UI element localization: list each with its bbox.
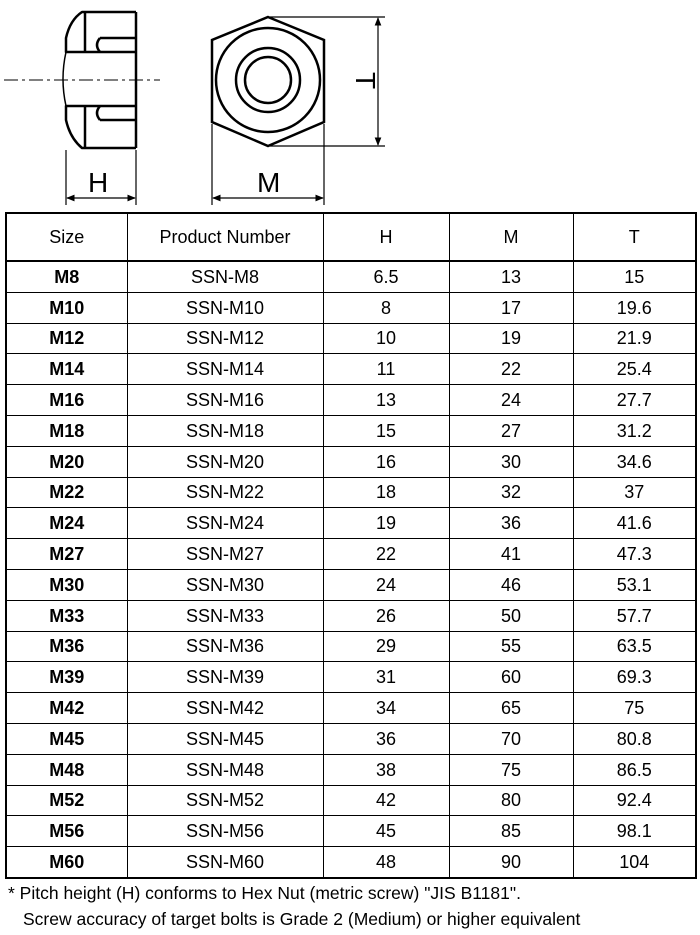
cell-size: M60 <box>6 847 127 878</box>
table-row <box>6 508 696 539</box>
table-row <box>6 816 696 847</box>
cell-product-number: SSN-M30 <box>127 569 323 600</box>
cell-m: 90 <box>449 847 573 878</box>
cell-t: 34.6 <box>573 446 696 477</box>
cell-product-number: SSN-M24 <box>127 508 323 539</box>
cell-h: 11 <box>323 354 449 385</box>
footnote-grade: Screw accuracy of target bolts is Grade 2 (Medium) or higher equivalent <box>23 909 581 929</box>
cell-m: 13 <box>449 261 573 292</box>
cell-t: 53.1 <box>573 569 696 600</box>
cell-m: 46 <box>449 569 573 600</box>
cell-size: M48 <box>6 754 127 785</box>
cell-t: 15 <box>573 261 696 292</box>
cell-product-number: SSN-M22 <box>127 477 323 508</box>
cell-t: 25.4 <box>573 354 696 385</box>
table-row <box>6 539 696 570</box>
cell-h: 19 <box>323 508 449 539</box>
cell-size: M39 <box>6 662 127 693</box>
table-row <box>6 662 696 693</box>
cell-m: 30 <box>449 446 573 477</box>
table-row <box>6 693 696 724</box>
table-row <box>6 847 696 878</box>
cell-t: 75 <box>573 693 696 724</box>
cell-h: 10 <box>323 323 449 354</box>
cell-h: 29 <box>323 631 449 662</box>
cell-product-number: SSN-M48 <box>127 754 323 785</box>
cell-h: 42 <box>323 785 449 816</box>
header-m: M <box>449 213 573 261</box>
cell-product-number: SSN-M45 <box>127 723 323 754</box>
table-row <box>6 292 696 323</box>
cell-size: M10 <box>6 292 127 323</box>
cell-size: M14 <box>6 354 127 385</box>
header-product-number: Product Number <box>127 213 323 261</box>
cell-product-number: SSN-M33 <box>127 600 323 631</box>
cell-size: M52 <box>6 785 127 816</box>
t-dimension-label: T <box>350 72 381 90</box>
cell-t: 19.6 <box>573 292 696 323</box>
cell-m: 24 <box>449 385 573 416</box>
cell-product-number: SSN-M18 <box>127 415 323 446</box>
cell-h: 8 <box>323 292 449 323</box>
cell-product-number: SSN-M42 <box>127 693 323 724</box>
header-h: H <box>323 213 449 261</box>
cell-m: 75 <box>449 754 573 785</box>
cell-t: 86.5 <box>573 754 696 785</box>
cell-product-number: SSN-M20 <box>127 446 323 477</box>
cell-t: 37 <box>573 477 696 508</box>
cell-size: M20 <box>6 446 127 477</box>
table-row <box>6 385 696 416</box>
cell-t: 47.3 <box>573 539 696 570</box>
table-body <box>6 261 696 878</box>
cell-m: 70 <box>449 723 573 754</box>
cell-m: 27 <box>449 415 573 446</box>
cell-t: 92.4 <box>573 785 696 816</box>
m-dimension-label: M <box>257 167 281 198</box>
table-row <box>6 723 696 754</box>
cell-t: 69.3 <box>573 662 696 693</box>
cell-h: 36 <box>323 723 449 754</box>
cell-t: 63.5 <box>573 631 696 662</box>
cell-size: M30 <box>6 569 127 600</box>
cell-size: M27 <box>6 539 127 570</box>
h-dimension-label: H <box>88 167 109 198</box>
cell-product-number: SSN-M56 <box>127 816 323 847</box>
cell-h: 22 <box>323 539 449 570</box>
cell-h: 16 <box>323 446 449 477</box>
cell-product-number: SSN-M60 <box>127 847 323 878</box>
cell-t: 98.1 <box>573 816 696 847</box>
cell-size: M8 <box>6 261 127 292</box>
cell-product-number: SSN-M12 <box>127 323 323 354</box>
header-row <box>6 213 696 261</box>
footnote-jis: * Pitch height (H) conforms to Hex Nut (metric screw) "JIS B1181". <box>8 883 521 903</box>
cell-size: M22 <box>6 477 127 508</box>
cell-m: 41 <box>449 539 573 570</box>
cell-h: 18 <box>323 477 449 508</box>
cell-h: 15 <box>323 415 449 446</box>
cell-t: 41.6 <box>573 508 696 539</box>
cell-m: 80 <box>449 785 573 816</box>
cell-size: M24 <box>6 508 127 539</box>
table-row <box>6 354 696 385</box>
table-row <box>6 415 696 446</box>
cell-h: 34 <box>323 693 449 724</box>
cell-size: M42 <box>6 693 127 724</box>
footnotes <box>8 880 698 932</box>
cell-h: 6.5 <box>323 261 449 292</box>
cell-h: 38 <box>323 754 449 785</box>
table-row <box>6 785 696 816</box>
cell-m: 19 <box>449 323 573 354</box>
cell-size: M12 <box>6 323 127 354</box>
cell-product-number: SSN-M8 <box>127 261 323 292</box>
cell-t: 31.2 <box>573 415 696 446</box>
cell-product-number: SSN-M27 <box>127 539 323 570</box>
cell-product-number: SSN-M10 <box>127 292 323 323</box>
cell-m: 32 <box>449 477 573 508</box>
cell-t: 27.7 <box>573 385 696 416</box>
cell-h: 48 <box>323 847 449 878</box>
table-row <box>6 569 696 600</box>
cell-t: 57.7 <box>573 600 696 631</box>
spec-table <box>5 212 697 879</box>
cell-m: 65 <box>449 693 573 724</box>
cell-m: 60 <box>449 662 573 693</box>
cell-size: M16 <box>6 385 127 416</box>
cell-h: 45 <box>323 816 449 847</box>
table-row <box>6 631 696 662</box>
cell-m: 17 <box>449 292 573 323</box>
cell-product-number: SSN-M14 <box>127 354 323 385</box>
cell-product-number: SSN-M52 <box>127 785 323 816</box>
cell-h: 13 <box>323 385 449 416</box>
table-row <box>6 323 696 354</box>
cell-m: 50 <box>449 600 573 631</box>
cell-size: M45 <box>6 723 127 754</box>
table-row <box>6 754 696 785</box>
cell-product-number: SSN-M16 <box>127 385 323 416</box>
table-row <box>6 446 696 477</box>
nut-front-view <box>212 17 324 146</box>
cell-h: 26 <box>323 600 449 631</box>
cell-m: 55 <box>449 631 573 662</box>
cell-m: 22 <box>449 354 573 385</box>
table-row <box>6 600 696 631</box>
cell-product-number: SSN-M36 <box>127 631 323 662</box>
nut-technical-drawing <box>0 0 700 212</box>
cell-m: 85 <box>449 816 573 847</box>
cell-t: 104 <box>573 847 696 878</box>
cell-t: 80.8 <box>573 723 696 754</box>
header-t: T <box>573 213 696 261</box>
cell-size: M18 <box>6 415 127 446</box>
table-row <box>6 477 696 508</box>
cell-h: 31 <box>323 662 449 693</box>
cell-h: 24 <box>323 569 449 600</box>
cell-t: 21.9 <box>573 323 696 354</box>
table-row <box>6 261 696 292</box>
header-size: Size <box>6 213 127 261</box>
cell-size: M36 <box>6 631 127 662</box>
cell-size: M33 <box>6 600 127 631</box>
cell-product-number: SSN-M39 <box>127 662 323 693</box>
cell-m: 36 <box>449 508 573 539</box>
cell-size: M56 <box>6 816 127 847</box>
